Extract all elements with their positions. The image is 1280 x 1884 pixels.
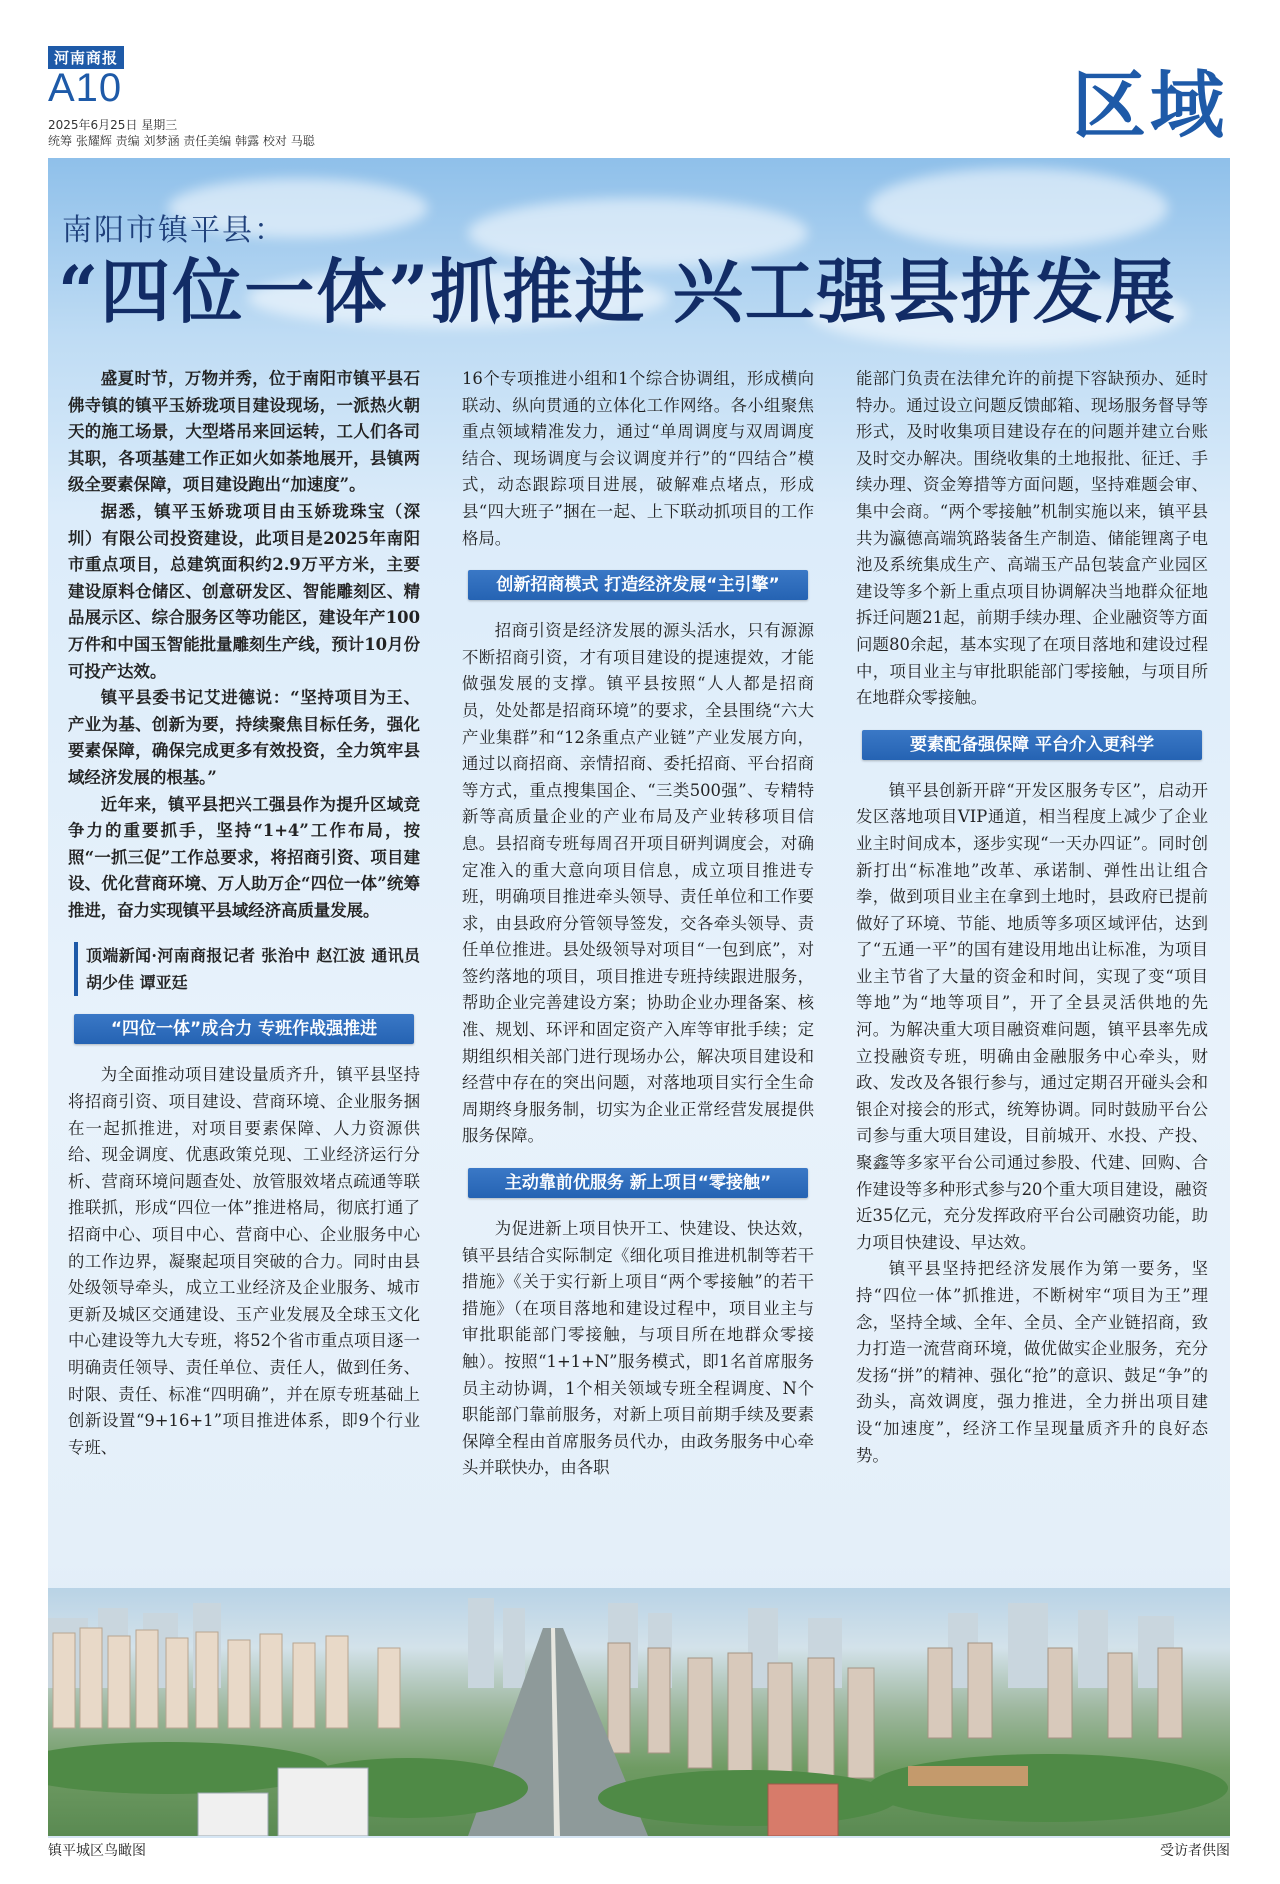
newspaper-brand-logo: 河南商报 xyxy=(48,46,124,69)
article-column-1 xyxy=(68,366,420,1461)
body-paragraph: 能部门负责在法律允许的前提下容缺预办、延时特办。通过设立问题反馈邮箱、现场服务督导等形式，及时收集项目建设存在的问题并建立台账及时交办解决。围绕收集的土地报批、征迁、手续办理、资金筹措等方面问题，坚持难题会审、集中会商。“两个零接触”机制实施以来，镇平县共为瀛德高端筑路装备生产制造、储能锂离子电池及系统集成生产、高端玉产品包装盒产业园区建设等多个新上重点项目协调解决当地群众征地拆迁问题21起，前期手续办理、企业融资等方面问题80余起，基本实现了在项目落地和建设过程中，项目业主与审批职能部门零接触，与项目所在地群众零接触。 xyxy=(856,369,1208,708)
body-paragraph: 16个专项推进小组和1个综合协调组，形成横向联动、纵向贯通的立体化工作网络。各小组聚焦重点领域精准发力，通过“单周调度与双周调度结合、现场调度与会议调度并行”的“四结合”模式，动态跟踪项目进展，破解难点堵点，形成县“四大班子”捆在一起、上下联动抓项目的工作格局。 xyxy=(462,369,814,548)
body-paragraph: 镇平县创新开辟“开发区服务专区”，启动开发区落地项目VIP通道，相当程度上减少了企业业主时间成本，逐步实现“一天办四证”。同时创新打出“标准地”改革、承诺制、弹性出让组合拳，做到项目业主在拿到土地时，县政府已提前做好了环境、节能、地质等多项区域评估，达到了“五通一平”的国有建设用地出让标准，为项目业主节省了大量的资金和时间，实现了变“项目等地”为“地等项目”，开了全县灵活供地的先河。为解决重大项目融资难问题，镇平县率先成立投融资专班，明确由金融服务中心牵头，财政、发改及各银行参与，通过定期召开碰头会和银企对接会的形式，统筹协调。同时鼓励平台公司参与重大项目建设，目前城开、水投、产投、聚鑫等多家平台公司通过参股、代建、回购、合作建设等多种形式参与20个重大项目建设，融资近35亿元，充分发挥政府平台公司融资功能，助力项目快建设、早达效。 xyxy=(856,780,1208,1252)
body-paragraph: 为促进新上项目快开工、快建设、快达效，镇平县结合实际制定《细化项目推进机制等若干措施》《关于实行新上项目“两个零接触”的若干措施》（在项目落地和建设过程中，项目业主与审批职能部门零接触，与项目所在地群众零接触）。按照“1+1+N”服务模式，即1名首席服务员主动协调，1个相关领域专班全程调度、N个职能部门靠前服务，对新上项目前期手续及要素保障全程由首席服务员代办，由政务服务中心牵头并联快办，由各职 xyxy=(462,1219,814,1478)
subhead-four-in-one: “四位一体”成合力 专班作战强推进 xyxy=(74,1014,414,1044)
article-byline: 顶端新闻·河南商报记者 张治中 赵江波 通讯员 胡少佳 谭亚廷 xyxy=(74,942,420,996)
body-paragraph: 为全面推动项目建设量质齐升，镇平县坚持将招商引资、项目建设、营商环境、企业服务捆在一起抓推进，对项目要素保障、人力资源供给、现金调度、优惠政策兑现、工业经济运行分析、营商环境问题查处、放管服效堵点疏通等联推联抓，形成“四位一体”推进格局，彻底打通了招商中心、项目中心、营商中心、企业服务中心的工作边界，凝聚起项目突破的合力。同时由县处级领导牵头，成立工业经济及企业服务、城市更新及城区交通建设、玉产业发展及全球玉文化中心建设等九大专班，将52个省市重点项目逐一明确责任领导、责任单位、责任人，做到任务、时限、责任、标准“四明确”，并在原专班基础上创新设置“9+16+1”项目推进体系，即9个行业专班、 xyxy=(68,1065,420,1457)
article-column-3 xyxy=(856,366,1208,1469)
article-column-2 xyxy=(462,366,814,1482)
section-title: 区域 xyxy=(1072,63,1228,149)
lead-paragraph-1: 盛夏时节，万物并秀，位于南阳市镇平县石佛寺镇的镇平玉娇珑项目建设现场，一派热火朝天的施工场景，大型塔吊来回运转，工人们各司其职，各项基建工作正如火如荼地展开，县镇两级全要素保障，项目建设跑出“加速度”。 xyxy=(68,369,420,495)
article-headline: “四位一体”抓推进 兴工强县拼发展 xyxy=(58,250,1177,333)
photo-credit: 受访者供图 xyxy=(1160,1843,1230,1859)
city-skyline-illustration xyxy=(48,1588,1230,1836)
issue-date: 2025年6月25日 星期三 xyxy=(48,118,178,132)
subhead-zero-contact: 主动靠前优服务 新上项目“零接触” xyxy=(468,1168,808,1198)
city-aerial-photo xyxy=(48,1588,1230,1836)
masthead xyxy=(48,46,1228,149)
lead-paragraph-3: 镇平县委书记艾进德说：“坚持项目为王、产业为基、创新为要，持续聚焦目标任务，强化要素保障，确保完成更多有效投资，全力筑牢县域经济发展的根基。” xyxy=(68,688,420,787)
article-kicker: 南阳市镇平县： xyxy=(62,213,286,248)
page-number: A10 xyxy=(48,66,123,110)
editorial-staff: 统筹 张耀辉 责编 刘梦涵 责任美编 韩露 校对 马聪 xyxy=(48,134,315,148)
photo-caption: 镇平城区鸟瞰图 xyxy=(48,1843,146,1859)
lead-paragraph-2: 据悉，镇平玉娇珑项目由玉娇珑珠宝（深圳）有限公司投资建设，此项目是2025年南阳市重点项目，总建筑面积约2.9万平方米，主要建设原料仓储区、创意研发区、智能雕刻区、精品展示区、综合服务区等功能区，建设年产100万件和中国玉智能批量雕刻生产线，预计10月份可投产达效。 xyxy=(68,501,420,681)
subhead-factor-guarantee: 要素配备强保障 平台介入更科学 xyxy=(862,730,1202,760)
lead-paragraph-4: 近年来，镇平县把兴工强县作为提升区域竞争力的重要抓手，坚持“1+4”工作布局，按照“一抓三促”工作总要求，将招商引资、项目建设、优化营商环境、万人助万企“四位一体”统筹推进，奋力实现镇平县域经济高质量发展。 xyxy=(68,794,420,920)
body-paragraph: 招商引资是经济发展的源头活水，只有源源不断招商引资，才有项目建设的提速提效，才能做强发展的支撑。镇平县按照“人人都是招商员，处处都是招商环境”的要求，全县围绕“六大产业集群”和“12条重点产业链”产业发展方向，通过以商招商、亲情招商、委托招商、平台招商等方式，重点搜集国企、“三类500强”、专精特新等高质量企业的产业布局及产业转移项目信息。县招商专班每周召开项目研判调度会，对确定准入的重大意向项目信息，成立项目推进专班，明确项目推进牵头领导、责任单位和工作要求，由县政府分管领导签发，交各牵头领导、责任单位推进。县处级领导对项目“一包到底”，对签约落地的项目，项目推进专班持续跟进服务，帮助企业完善建设方案；协助企业办理备案、核准、规划、环评和固定资产入库等审批手续；定期组织相关部门进行现场办公，解决项目建设和经营中存在的突出问题，对落地项目实行全生命周期终身服务制，切实为企业正常经营发展提供服务保障。 xyxy=(462,621,814,1146)
body-paragraph: 镇平县坚持把经济发展作为第一要务，坚持“四位一体”抓推进，不断树牢“项目为王”理念，坚持全域、全年、全员、全产业链招商，致力打造一流营商环境，做优做实企业服务，充分发扬“拼”的精神、强化“抢”的意识、鼓足“争”的劲头，高效调度，强力推进，全力拼出项目建设“加速度”，经济工作呈现量质齐升的良好态势。 xyxy=(856,1259,1208,1465)
subhead-investment: 创新招商模式 打造经济发展“主引擎” xyxy=(468,570,808,600)
